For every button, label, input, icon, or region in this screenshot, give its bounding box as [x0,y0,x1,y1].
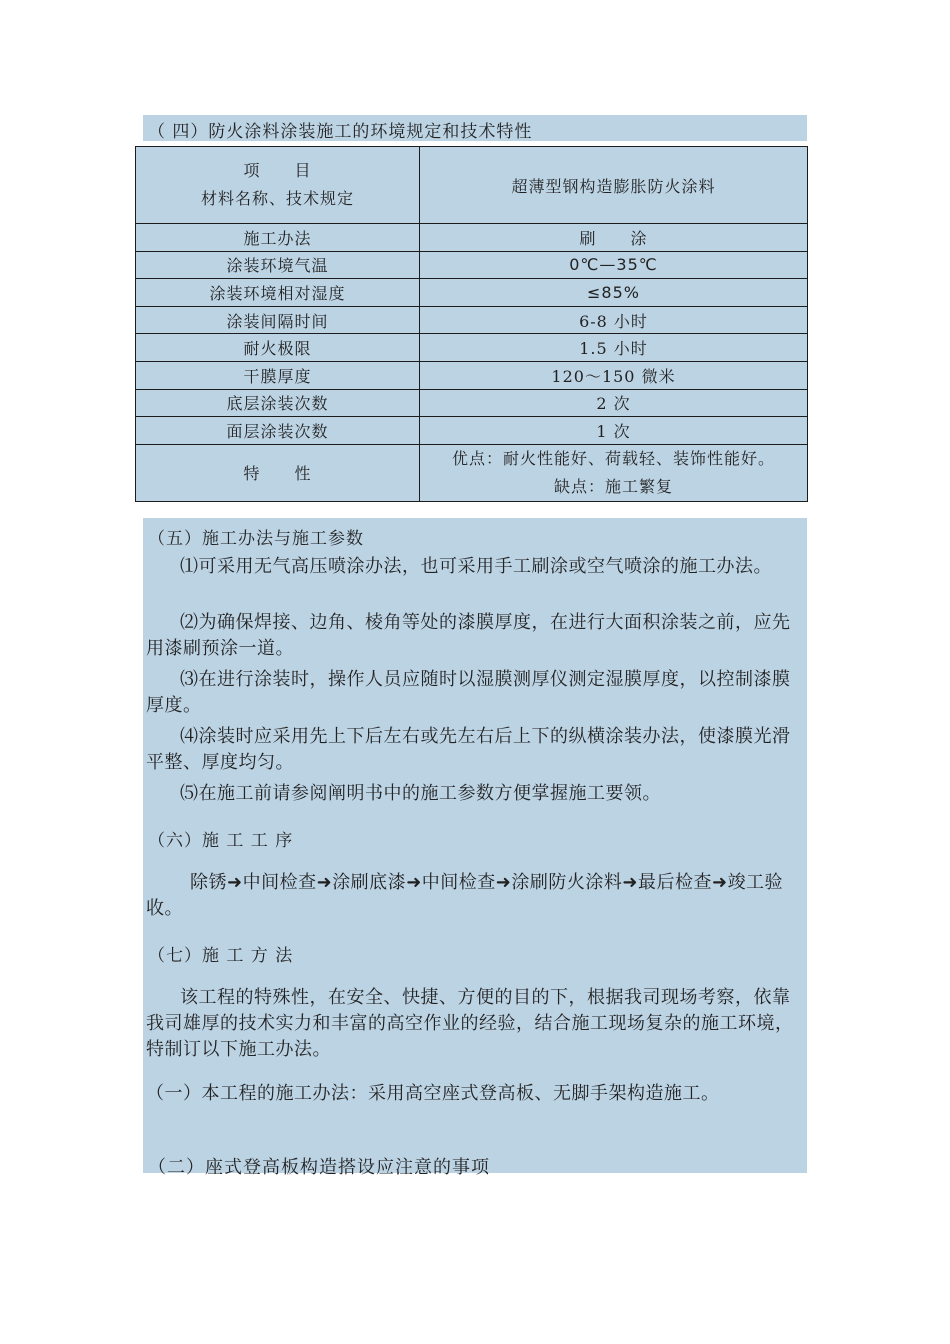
arrow-right-icon: ➜ [316,872,333,893]
process-step: 涂刷底漆 [332,872,407,893]
section-7-paragraph: 该工程的特殊性，在安全、快捷、方便的目的下，根据我司现场考察，依靠我司雄厚的技术实力和丰富的高空作业的经验，结合施工现场复杂的施工环境，特制订以下施工办法。 [146,987,794,1060]
row-value: 1.5 小时 [420,334,808,362]
section-5-item-3: ⑶在进行涂装时，操作人员应随时以湿膜测厚仪测定湿膜厚度，以控制漆膜厚度。 [146,669,791,716]
section-5-item-4: ⑷涂装时应采用先上下后左右或先左右后上下的纵横涂装办法，使漆膜光滑平整、厚度均匀。 [146,726,791,773]
table-row [136,417,808,445]
table-row [136,334,808,362]
feature-pros: 优点：耐火性能好、荷载轻、装饰性能好。 [451,448,775,468]
row-value: 6-8 小时 [420,306,808,334]
section-4-title: （ 四）防火涂料涂装施工的环境规定和技术特性 [148,122,533,142]
subsection-1: （一）本工程的施工办法：采用高空座式登高板、无脚手架构造施工。 [146,1083,720,1104]
table-row [136,224,808,252]
table-row [136,251,808,279]
table-header-row [136,147,808,224]
row-value: 刷 涂 [420,224,808,252]
header-right-cell: 超薄型钢构造膨胀防火涂料 [420,147,808,224]
row-value: 2 次 [420,389,808,417]
row-value: ≤85% [420,279,808,307]
arrow-right-icon: ➜ [711,872,728,893]
process-step: 涂刷防火涂料 [511,872,623,893]
row-label: 涂装间隔时间 [136,306,420,334]
process-step: 中间检查 [421,872,496,893]
row-label: 涂装环境相对湿度 [136,279,420,307]
coating-spec-table [135,146,808,502]
row-label: 干膜厚度 [136,361,420,389]
process-step: 竣工验收。 [146,872,784,919]
header-left-line-1: 项 目 [243,161,312,180]
arrow-right-icon: ➜ [227,872,243,893]
section-5-title: （五）施工办法与施工参数 [148,529,364,549]
section-5-item-1: ⑴可采用无气高压喷涂办法，也可采用手工刷涂或空气喷涂的施工办法。 [180,556,772,577]
row-value: 120～150 微米 [420,361,808,389]
section-5-item-2: ⑵为确保焊接、边角、棱角等处的漆膜厚度，在进行大面积涂装之前，应先用漆刷预涂一道。 [146,612,791,659]
section-5-item-5: ⑸在施工前请参阅阐明书中的施工参数方便掌握施工要领。 [180,783,661,804]
table-row [136,306,808,334]
row-label: 底层涂装次数 [136,389,420,417]
row-value: 0℃—35℃ [420,251,808,279]
process-flow [146,870,796,922]
header-left-cell [136,147,420,224]
arrow-right-icon: ➜ [622,872,638,893]
process-step: 中间检查 [242,872,317,893]
table-row [136,279,808,307]
row-label: 面层涂装次数 [136,417,420,445]
arrow-right-icon: ➜ [495,872,512,893]
row-value: 1 次 [420,417,808,445]
feature-value-cell [420,444,808,501]
feature-cons: 缺点：施工繁复 [553,476,673,496]
table-row [136,389,808,417]
arrow-right-icon: ➜ [406,872,422,893]
subsection-2: （二）座式登高板构造搭设应注意的事项 [148,1157,490,1178]
table-row [136,361,808,389]
row-label: 施工办法 [136,224,420,252]
process-step: 最后检查 [637,872,712,893]
header-left-line-2: 材料名称、技术规定 [200,189,354,208]
section-7-title: （七）施 工 方 法 [148,946,294,966]
table-feature-row [136,444,808,501]
row-label: 涂装环境气温 [136,251,420,279]
row-label: 耐火极限 [136,334,420,362]
feature-label: 特 性 [136,444,420,501]
section-6-title: （六）施 工 工 序 [148,831,294,851]
process-step: 除锈 [190,872,227,893]
